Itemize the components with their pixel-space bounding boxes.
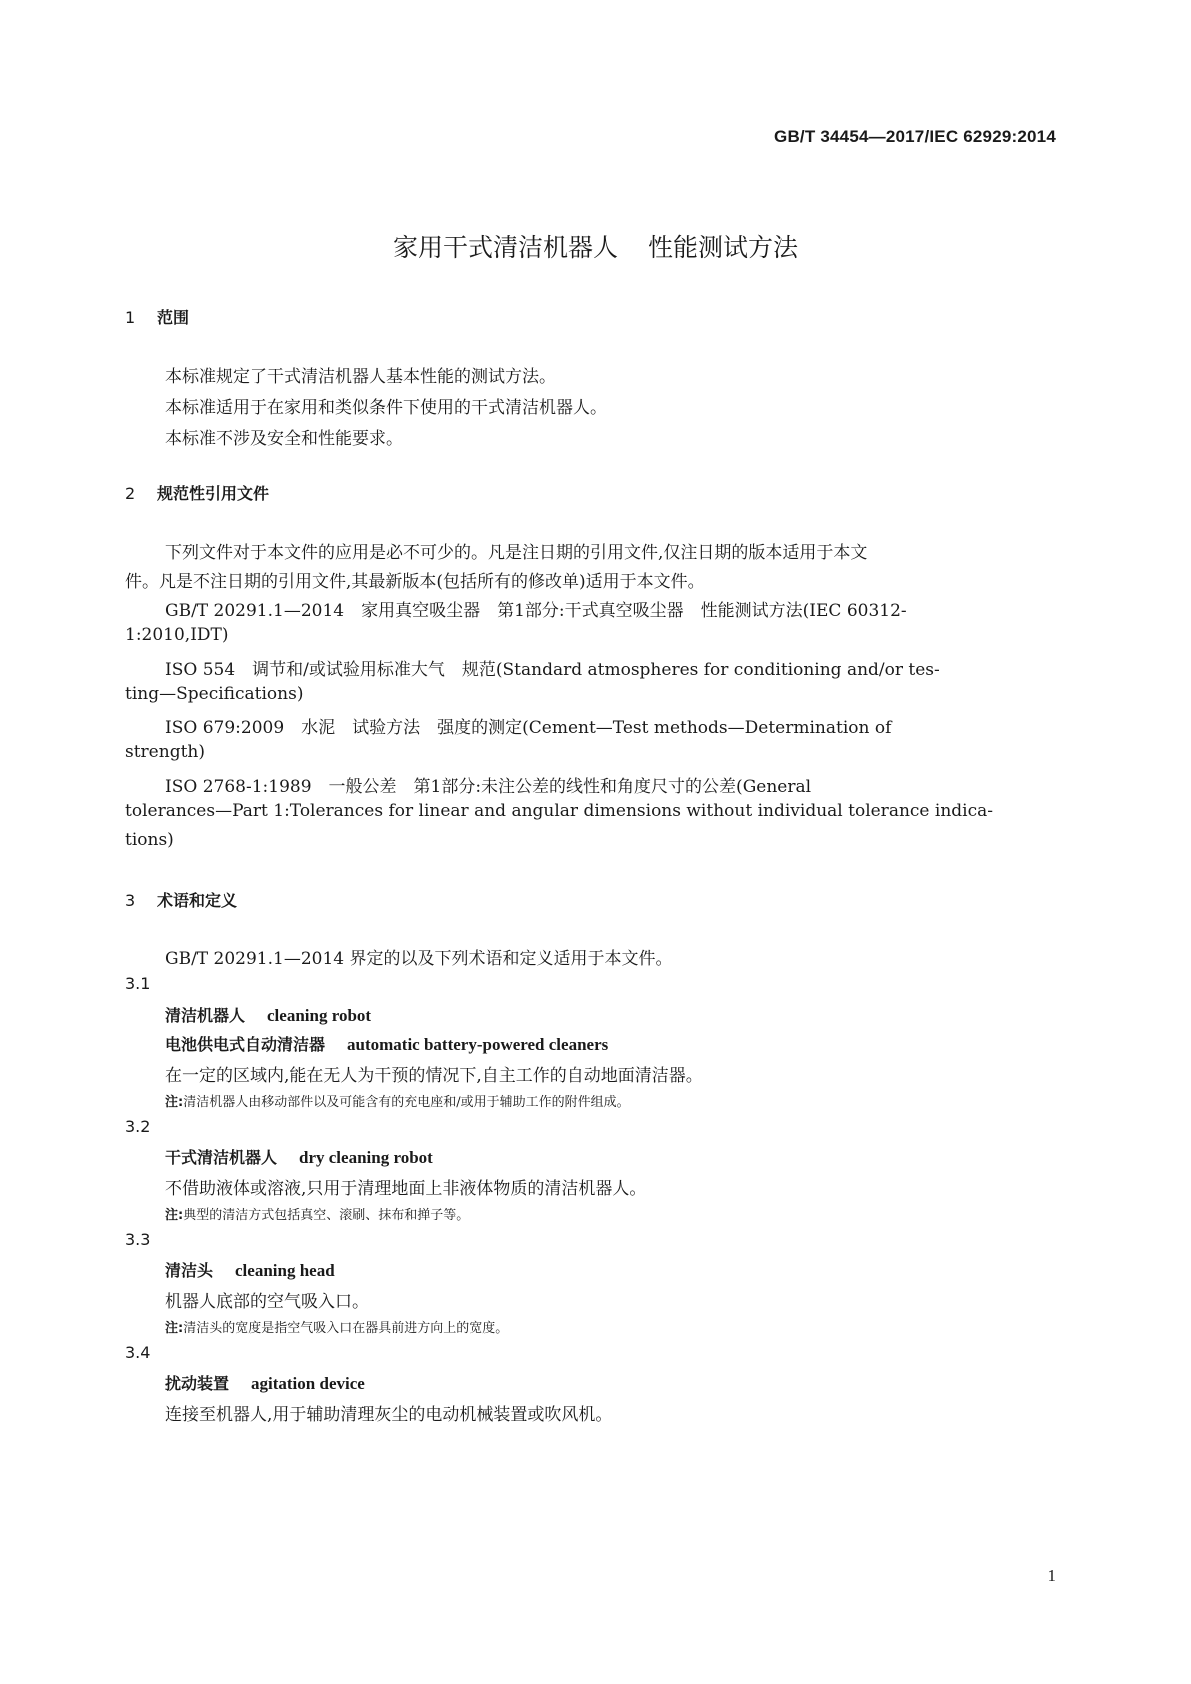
clause-number: 3.3	[125, 1230, 151, 1249]
clause-number: 3.2	[125, 1117, 151, 1136]
document-title	[0, 228, 1191, 264]
ref-iso679-line-1: ISO 679:2009 水泥 试验方法 强度的测定(Cement—Test methods—Determination of	[165, 718, 892, 738]
title-part1: 家用干式清洁机器人	[392, 233, 618, 262]
ref-iso679-line-2: strength)	[125, 742, 205, 762]
scope-line-1: 本标准规定了干式清洁机器人基本性能的测试方法。	[165, 367, 556, 387]
term-note: 注:清洁头的宽度是指空气吸入口在器具前进方向上的宽度。	[165, 1321, 509, 1336]
title-part2: 性能测试方法	[648, 233, 799, 262]
term-note: 注:典型的清洁方式包括真空、滚刷、抹布和掸子等。	[165, 1208, 470, 1223]
section-1-heading: 1 范围	[125, 308, 190, 327]
standard-number-header: GB/T 34454—2017/IEC 62929:2014	[774, 127, 1056, 146]
term-definition: 不借助液体或溶液,只用于清理地面上非液体物质的清洁机器人。	[165, 1179, 647, 1199]
term-heading: 扰动装置 agitation device	[165, 1374, 365, 1393]
ref-iso2768-line-2: tolerances—Part 1:Tolerances for linear and angular dimensions without individual tolerance indica-	[125, 801, 993, 821]
page-number: 1	[1047, 1566, 1056, 1585]
normative-intro-line-2: 件。凡是不注日期的引用文件,其最新版本(包括所有的修改单)适用于本文件。	[125, 572, 705, 592]
clause-number: 3.1	[125, 974, 151, 993]
term-definition: 机器人底部的空气吸入口。	[165, 1292, 369, 1312]
section-3-heading: 3 术语和定义	[125, 891, 238, 910]
term-definition: 在一定的区域内,能在无人为干预的情况下,自主工作的自动地面清洁器。	[165, 1066, 703, 1086]
term-heading: 清洁机器人 cleaning robot	[165, 1006, 372, 1025]
ref-gbt20291-line-1: GB/T 20291.1—2014 家用真空吸尘器 第1部分:干式真空吸尘器 性能测试方法(IEC 60312-	[165, 601, 907, 621]
normative-intro-line-1: 下列文件对于本文件的应用是必不可少的。凡是注日期的引用文件,仅注日期的版本适用于本文	[165, 543, 868, 563]
term-heading: 清洁头 cleaning head	[165, 1261, 335, 1280]
terms-intro: GB/T 20291.1—2014 界定的以及下列术语和定义适用于本文件。	[165, 949, 673, 969]
ref-iso554-line-1: ISO 554 调节和/或试验用标准大气 规范(Standard atmospheres for conditioning and/or tes-	[165, 660, 940, 680]
scope-line-3: 本标准不涉及安全和性能要求。	[165, 429, 403, 449]
term-note: 注:清洁机器人由移动部件以及可能含有的充电座和/或用于辅助工作的附件组成。	[165, 1095, 630, 1110]
term-synonym: 电池供电式自动清洁器 automatic battery-powered cleaners	[165, 1035, 609, 1054]
term-definition: 连接至机器人,用于辅助清理灰尘的电动机械装置或吹风机。	[165, 1405, 613, 1425]
ref-iso554-line-2: ting—Specifications)	[125, 684, 304, 704]
term-heading: 干式清洁机器人 dry cleaning robot	[165, 1148, 433, 1167]
ref-iso2768-line-1: ISO 2768-1:1989 一般公差 第1部分:未注公差的线性和角度尺寸的公差(General	[165, 777, 812, 797]
section-2-heading: 2 规范性引用文件	[125, 484, 270, 503]
scope-line-2: 本标准适用于在家用和类似条件下使用的干式清洁机器人。	[165, 398, 607, 418]
clause-number: 3.4	[125, 1343, 151, 1362]
ref-iso2768-line-3: tions)	[125, 830, 174, 850]
ref-gbt20291-line-2: 1:2010,IDT)	[125, 625, 229, 645]
